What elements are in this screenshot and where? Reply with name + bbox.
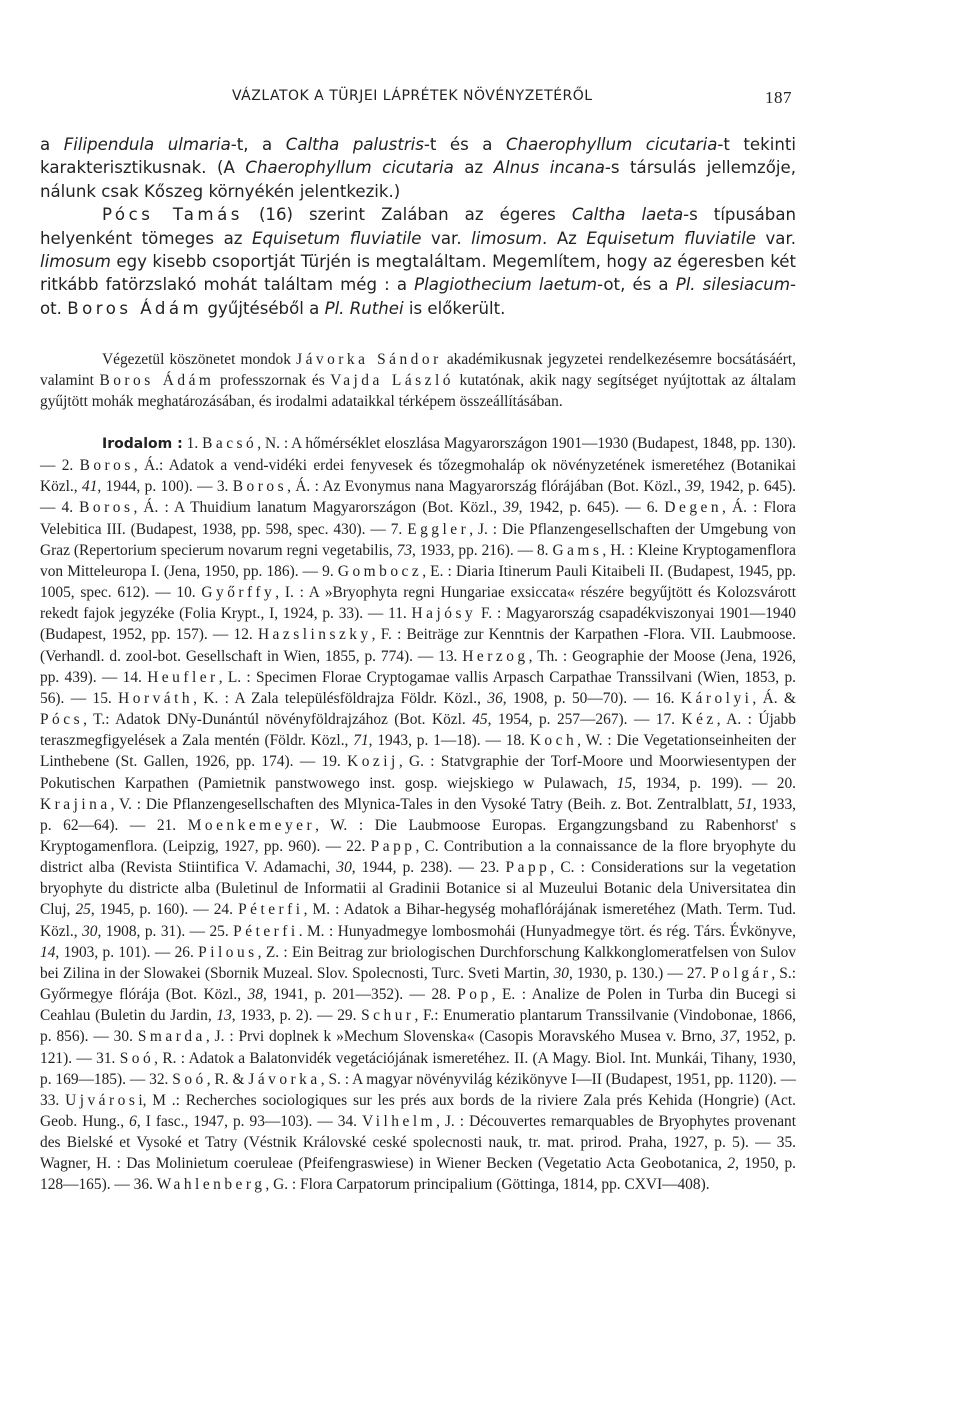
text-run: , Á. : A Thuidium lanatum Magyarországon (Bot. Közl., bbox=[133, 499, 504, 517]
name-run: Gams bbox=[552, 541, 603, 559]
name-run: Péterfi bbox=[233, 922, 299, 940]
name-run: Pócs bbox=[40, 711, 84, 729]
name-run: Degen bbox=[664, 499, 723, 517]
name-run: Boros Ádám bbox=[99, 372, 215, 390]
italic-run: limosum bbox=[40, 252, 111, 272]
main-text bbox=[40, 133, 796, 320]
name-run: Koch bbox=[529, 732, 578, 750]
text-run: , E. : Analize de Polen in Turba din Bucegi si Ceahlau (Buletin du Jardin, bbox=[40, 986, 796, 1025]
italic-run: Plagiothecium laetum bbox=[414, 275, 598, 295]
name-run: Jávorka bbox=[248, 1070, 321, 1088]
text-run: . Az bbox=[542, 228, 587, 248]
italic-run: Chaerophyllum cicutaria bbox=[245, 158, 454, 178]
references bbox=[40, 433, 796, 1196]
italic-run: Chaerophyllum cicutaria bbox=[506, 135, 718, 154]
text-run: , Á. : Az Evonymus nana Magyarország flórájában (Bot. Közl., bbox=[287, 478, 686, 496]
text-run: var. bbox=[755, 228, 797, 248]
italic-run: 25 bbox=[75, 901, 91, 919]
name-run: Hajósy bbox=[411, 605, 477, 623]
text-run: , I. : A »Bryophyta regni Hungariae exsiccata« részére begyűjtött és Kolozsvárott rekedt fajok jegyzéke (Folia Krypt., I, 1924, p. 33). — 11. bbox=[40, 584, 797, 623]
name-run: Heufler bbox=[147, 668, 219, 686]
text-run: , J. : Die Pflanzengesellschaften der Umgebung von Graz (Repertorium specierum novarum regni vegetabilis, bbox=[40, 520, 797, 559]
italic-run: Equisetum fluviatile bbox=[586, 228, 756, 248]
text-run: , A. : Újabb teraszmegfigyelések a Zala mentén (Földr. Közl., bbox=[40, 711, 796, 750]
text-run: , 1933, pp. 216). — 8. bbox=[412, 541, 553, 559]
text-run: , 1908, p. 50—70). — 16. bbox=[502, 689, 681, 707]
acknowledgement bbox=[40, 349, 796, 412]
text-run: , J. : Prvi doplnek k »Mechum Slovenska« (Casopis Moravského Musea v. Brno, bbox=[205, 1028, 721, 1046]
name-run: Soó bbox=[172, 1070, 207, 1088]
text-run: , 1933, p. 2). — 29. bbox=[231, 1007, 362, 1025]
text-run: , M. : Adatok a Bihar-hegység mohaflórájának ismeretéhez (Math. Term. Tud. Közl., bbox=[40, 901, 796, 940]
text-run: , C. : Considerations sur la vegetation bryophyte du districte alba (Buletinul de Informatii al Gradinii Botanice si al Muzeului Botanic dela Universitatea din Cluj, bbox=[40, 859, 796, 919]
text-run: , 1934, p. 199). — 20. bbox=[632, 774, 796, 792]
text-run: -t tekinti karakterisztikusnak. (A bbox=[40, 135, 796, 178]
text-run: , Á. : Flora Velebitica III. (Budapest, 1938, pp. 598, spec. 430). — 7. bbox=[40, 499, 796, 538]
paragraph bbox=[40, 203, 796, 320]
text-run: , R. & bbox=[206, 1070, 249, 1088]
text-run: , S.: Győrmegye flórája (Bot. Közl., bbox=[40, 964, 796, 1004]
text-run: -ot, és a bbox=[597, 275, 676, 295]
paragraph bbox=[40, 133, 796, 203]
name-run: Boros bbox=[79, 499, 134, 517]
text-run: , V. : Die Pflanzengesellschaften des Mlynica-Tales in den Vysoké Tatry (Beih. z. Bot. Zentralblatt, bbox=[110, 795, 738, 813]
text-run: egy kisebb csoportját Türjén is megtaláltam. Megemlítem, hogy az égeresben két ritkább fatörzslakó mohát találtam még : a bbox=[40, 252, 796, 295]
italic-run: 30 bbox=[82, 922, 98, 940]
name-run: Boros bbox=[79, 457, 134, 475]
text-run: , I fasc., 1947, p. 93—103). — 34. bbox=[136, 1113, 363, 1130]
text-run: akadémikusnak jegyzetei rendelkezésemre bocsátásáért, valamint bbox=[40, 351, 796, 390]
name-run: Polgár bbox=[710, 964, 772, 982]
text-run: kutatónak, akik nagy segítséget nyújtottak az általam gyűjtött mohák meghatározásában, és irodalmi adataikkal térképem összeállításában. bbox=[40, 372, 797, 411]
text-run: , G. : Statvgraphie der Torf-Moore und Moorwiesentypen der Pokutischen Karpathen (Pamietnik panstwowego inst. gosp. wiejskiego w Pulawach, bbox=[40, 753, 796, 792]
name-run: Kozij bbox=[347, 753, 399, 771]
text-run: , 1930, p. 130.) — 27. bbox=[568, 964, 711, 982]
name-run: Bacsó bbox=[202, 435, 258, 452]
italic-run: 30 bbox=[553, 964, 569, 982]
text-run: , 1942, p. 645). — 6. bbox=[518, 499, 665, 517]
text-run: -ot. bbox=[40, 275, 796, 318]
italic-run: 41 bbox=[82, 478, 98, 496]
text-run: , W. : Die Vegetationseinheiten der Linthebene (St. Gallen, 1926, pp. 174). — 19. bbox=[40, 732, 796, 771]
text-run: gyűjtéséből a bbox=[202, 298, 325, 318]
text-run: professzornak és bbox=[214, 372, 331, 390]
acknowledgement-text bbox=[40, 349, 796, 412]
text-run: , Á.: Adatok a vend-vidéki erdei fenyvesek és tőzegmohaláp ok növényzetének ismeretéhez (Botanikai Közl., bbox=[40, 457, 796, 496]
text-run: , E. : Diaria Itinerum Pauli Kitaibeli II. (Budapest, 1945, pp. 1005, spec. 612). — 10. bbox=[40, 562, 796, 602]
text-run: , 1950, p. 128—165). — 36. bbox=[40, 1155, 796, 1194]
text-run: , H. : Kleine Kryptogamenflora von Mitteleuropa I. (Jena, 1950, pp. 186). — 9. bbox=[40, 541, 796, 580]
text-run: , 1954, p. 257—267). — 17. bbox=[487, 711, 682, 729]
text-run: , 1903, p. 101). — 26. bbox=[55, 943, 199, 961]
text-run: , 1933, p. 62—64). — 21. bbox=[40, 795, 796, 834]
running-header bbox=[232, 88, 792, 110]
name-run: Papp bbox=[370, 837, 416, 855]
name-run: Hazslinszky bbox=[257, 626, 372, 644]
text-run: Végezetül köszönetet mondok bbox=[102, 351, 297, 368]
text-run: , S. : A magyar növényvilág kézikönyve I—II (Budapest, 1951, pp. 1120). — 33. bbox=[40, 1070, 796, 1109]
italic-run: 14 bbox=[40, 943, 56, 961]
name-run: Krajina bbox=[40, 795, 111, 813]
name-run: Pop bbox=[457, 986, 492, 1004]
italic-run: 51 bbox=[737, 795, 753, 813]
text-run: , J. : Découvertes remarquables de Bryophytes provenant des Bielské et Vysoké et Tatry (Véstnik Královské ceské spolecnosti nauk, tr. mat. prirod. Praha, 1927, p. 5). — 35. Wagner, H. : Das Molinietum coeruleae (Pfeifengraswiese) in Wiener Becken (Vegetatio Acta Geobotanica, bbox=[40, 1113, 796, 1173]
name-run: Herzog bbox=[462, 647, 529, 665]
name-run: Gombocz bbox=[337, 562, 423, 580]
italic-run: 39 bbox=[685, 478, 701, 496]
text-run: , L. : Specimen Florae Cryptogamae vallis Arpasch Carpathae Transsilvani (Wien, 1853, p. 56). — 15. bbox=[40, 668, 796, 707]
italic-run: 2 bbox=[727, 1155, 736, 1173]
name-run: Kéz bbox=[681, 711, 717, 729]
text-run: , Z. : Ein Beitrag zur briologischen Durchforschung Kalkkonglomeratfelsen von Sulov bei Zilina in der Slowakei (Sbornik Muzeal. Slov. Spolecnosti, Turc. Sveti Martin, bbox=[40, 943, 797, 982]
italic-run: 36 bbox=[487, 689, 503, 707]
italic-run: 30 bbox=[336, 859, 352, 877]
italic-run: 73 bbox=[396, 541, 413, 559]
text-run: , Th. : Geographie der Moose (Jena, 1926, pp. 439). — 14. bbox=[40, 647, 796, 686]
running-title: VÁZLATOK A TÜRJEI LÁPRÉTEK NÖVÉNYZETÉRŐL bbox=[232, 88, 593, 104]
text-run: , 1942, p. 645). — 4. bbox=[40, 478, 796, 517]
italic-run: 39 bbox=[503, 499, 519, 517]
text-run: , 1943, p. 1—18). — 18. bbox=[368, 732, 530, 750]
name-run: Péterfi bbox=[238, 901, 304, 919]
text-run: , K. : A Zala településföldrajza Földr. Közl., bbox=[193, 689, 488, 707]
text-run: , T.: Adatok DNy-Dunántúl növényföldrajzához (Bot. Közl. bbox=[83, 711, 473, 729]
name-run: Horváth bbox=[118, 689, 194, 707]
italic-run: Equisetum fluviatile bbox=[252, 228, 422, 248]
text-run: -s társulás jellemzője, nálunk csak Kőszeg környékén jelentkezik.) bbox=[40, 158, 796, 201]
name-run: Győrffy bbox=[201, 584, 276, 602]
text-run: , 1945, p. 160). — 24. bbox=[90, 901, 239, 919]
name-run: Boros Ádám bbox=[67, 298, 203, 318]
name-run: Pócs Tamás bbox=[102, 205, 243, 225]
text-run: , 1944, p. 238). — 23. bbox=[351, 859, 506, 877]
text-run: az bbox=[453, 158, 494, 178]
name-run: Eggler bbox=[407, 520, 470, 538]
reference-list bbox=[40, 433, 796, 1196]
text-run: , 1944, p. 100). — 3. bbox=[97, 478, 233, 496]
text-run: , 1952, p. 121). — 31. bbox=[40, 1028, 797, 1067]
text-run: , G. : Flora Carpatorum principalium (Göttinga, 1814, pp. CXVI—408). bbox=[265, 1176, 710, 1194]
heading-run: Irodalom : bbox=[102, 436, 183, 452]
text-run: , 1908, p. 31). — 25. bbox=[97, 922, 234, 940]
text-run: i, M .: Recherches sociologiques sur les prés aux bords de la riviere Zala prés Kehida (Hongrie) (Act. Geob. Hung., bbox=[40, 1091, 796, 1130]
name-run: Wahlenberg bbox=[156, 1176, 266, 1194]
name-run: Vajda László bbox=[330, 372, 454, 390]
name-run: Jávorka Sándor bbox=[296, 351, 442, 368]
text-run: (16) szerint Zalában az égeres bbox=[242, 205, 572, 225]
italic-run: Alnus incana bbox=[493, 158, 605, 178]
name-run: Károlyi bbox=[680, 689, 753, 707]
italic-run: 38 bbox=[247, 986, 264, 1004]
text-run: , Á. & bbox=[752, 689, 796, 707]
name-run: Ujváros bbox=[65, 1091, 139, 1109]
italic-run: limosum bbox=[471, 228, 543, 248]
text-run: F. : Magyarország csapadékviszonyai 1901—1940 (Budapest, 1952, pp. 157). — 12. bbox=[40, 605, 796, 644]
text-run: -t és a bbox=[423, 135, 506, 154]
text-run: , W. : Die Laubmoose Europas. Ergangzungsband zu Rabenhorst' s Kryptogamenflora. (Leipzig, 1927, pp. 960). — 22. bbox=[40, 816, 796, 855]
name-run: Boros bbox=[232, 478, 288, 496]
italic-run: 45 bbox=[472, 711, 488, 729]
italic-run: 71 bbox=[353, 732, 369, 750]
text-run: , 1941, p. 201—352). — 28. bbox=[263, 986, 458, 1004]
text-run: , R. : Adatok a Balatonvidék vegetációjának ismeretéhez. II. (A Magy. Biol. Int. Munkái, Tihany, 1930, p. 169—185). — 32. bbox=[40, 1049, 796, 1088]
name-run: Pilous bbox=[198, 943, 258, 961]
text-run: var. bbox=[421, 228, 472, 248]
text-run: . M. : Hunyadmegye lombosmohái (Hunyadmegye tört. és rég. Társ. Évkönyve, bbox=[298, 922, 796, 940]
italic-run: Caltha laeta bbox=[571, 205, 684, 225]
text-run: is előkerült. bbox=[403, 298, 506, 318]
text-run: , N. : A hőmérséklet eloszlása Magyarországon 1901—1930 (Budapest, 1848, pp. 130). — 2. bbox=[40, 435, 796, 475]
italic-run: Caltha palustris bbox=[285, 135, 424, 154]
text-run: 1. bbox=[182, 435, 203, 452]
name-run: Soó bbox=[119, 1049, 155, 1067]
italic-run: Pl. Ruthei bbox=[324, 298, 404, 318]
italic-run: Pl. silesiacum bbox=[675, 275, 790, 295]
name-run: Vilhelm bbox=[362, 1113, 437, 1130]
page-number: 187 bbox=[765, 88, 792, 107]
name-run: Papp bbox=[505, 859, 551, 877]
italic-run: 6 bbox=[129, 1113, 137, 1130]
name-run: Smarda bbox=[137, 1028, 206, 1046]
text-run: , C. Contribution a la connaissance de la flore bryophyte du district alba (Revista Stiintifica V. Adamachi, bbox=[40, 837, 796, 877]
text-run: -t, a bbox=[230, 135, 286, 154]
text-run: -s típusában helyenként tömeges az bbox=[40, 205, 797, 248]
text-run: a bbox=[40, 135, 64, 154]
text-run: , F.: Enumeratio plantarum Transsilvanie (Vindobonae, 1866, p. 856). — 30. bbox=[40, 1007, 797, 1046]
italic-run: 13 bbox=[216, 1007, 232, 1025]
italic-run: 15 bbox=[616, 774, 633, 792]
italic-run: 37 bbox=[720, 1028, 737, 1046]
name-run: Moenkemeyer bbox=[187, 816, 316, 834]
text-run: , F. : Beiträge zur Kenntnis der Karpathen -Flora. VII. Laubmoose. (Verhandl. d. zool-bot. Gesellschaft in Wien, 1855, p. 774). — 13. bbox=[40, 626, 796, 665]
name-run: Schur bbox=[361, 1007, 415, 1025]
italic-run: Filipendula ulmaria bbox=[63, 135, 231, 154]
